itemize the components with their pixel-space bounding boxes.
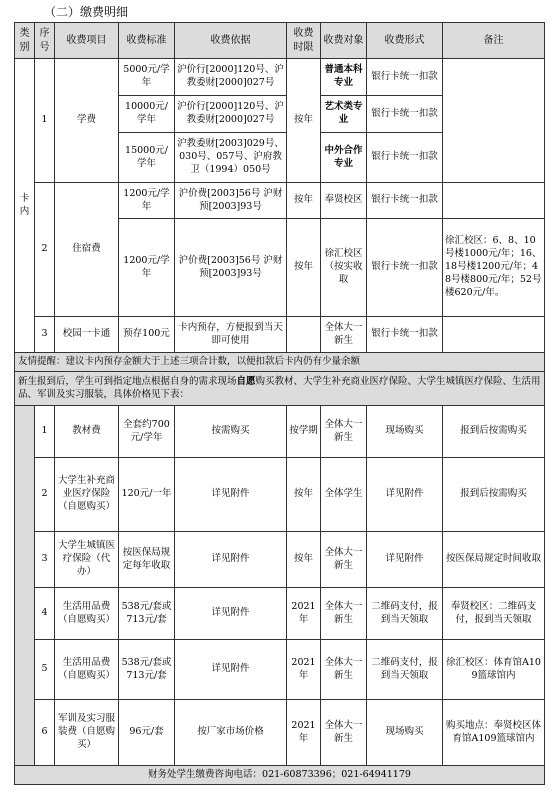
row-basis: 沪价费[2003]56号 沪财预[2003]93号 — [175, 183, 287, 219]
row-item: 校园一卡通 — [55, 317, 119, 353]
row-remark — [443, 183, 545, 219]
row-object: 中外合作专业 — [321, 133, 367, 183]
row-limit: 按年 — [287, 59, 321, 183]
row-object: 全体大一新生 — [321, 700, 367, 766]
header-no: 序号 — [35, 23, 55, 59]
row-basis: 按需购买 — [175, 406, 287, 458]
row-remark: 报到后按需购买 — [443, 458, 545, 532]
row-standard: 538元/套或713元/套 — [119, 640, 175, 700]
row-basis: 详见附件 — [175, 640, 287, 700]
row-item: 大学生补充商业医疗保险（自愿购买） — [55, 458, 119, 532]
row-no: 1 — [35, 59, 55, 183]
row-form: 二维码支付，报到当天领取 — [367, 588, 443, 640]
table-row — [15, 532, 545, 588]
row-limit: 按年 — [287, 183, 321, 219]
row-form: 现场购买 — [367, 406, 443, 458]
row-remark: 按医保局规定时间收取 — [443, 532, 545, 588]
tips-text: 购买教材、大学生补充商业医疗保险、大学生城镇医疗保险、生活用品、军训及实习服装，具体价格见下表： — [18, 375, 541, 400]
row-object: 全体大一新生 — [321, 532, 367, 588]
row-object: 普通本科专业 — [321, 59, 367, 96]
tips-text: 新生报到后，学生可到指定地点根据自身的需求现场 — [18, 375, 237, 387]
header-form: 收费形式 — [367, 23, 443, 59]
header-remark: 备注 — [443, 23, 545, 59]
row-object: 艺术类专业 — [321, 96, 367, 133]
footer-phone: 财务处学生缴费咨询电话：021-60873396；021-64941179 — [15, 766, 545, 785]
row-object: 全体大一新生 — [321, 317, 367, 353]
row-basis: 沪教委财[2003]029号、030号、057号、沪府教卫（1994）050号 — [175, 133, 287, 183]
row-limit: 2021年 — [287, 640, 321, 700]
row-item: 学费 — [55, 59, 119, 183]
row-form: 现场购买 — [367, 700, 443, 766]
row-no: 2 — [35, 458, 55, 532]
row-standard: 1200元/学年 — [119, 219, 175, 317]
row-no: 2 — [35, 183, 55, 317]
row-limit: 2021年 — [287, 700, 321, 766]
tips-row — [15, 372, 545, 406]
row-limit: 按学期 — [287, 406, 321, 458]
row-object: 全体大一新生 — [321, 640, 367, 700]
row-object: 奉贤校区 — [321, 183, 367, 219]
row-no: 3 — [35, 532, 55, 588]
row-basis: 详见附件 — [175, 532, 287, 588]
category-cell: 卡内 — [15, 59, 35, 353]
row-standard: 按医保局规定每年收取 — [119, 532, 175, 588]
row-standard: 120元/一年 — [119, 458, 175, 532]
row-standard: 10000元/学年 — [119, 96, 175, 133]
row-standard: 538元/套或713元/套 — [119, 588, 175, 640]
row-no: 4 — [35, 588, 55, 640]
row-form: 详见附件 — [367, 458, 443, 532]
footer-row — [15, 766, 545, 785]
table-row — [15, 458, 545, 532]
row-limit: 按年 — [287, 532, 321, 588]
tips-line-1: 友情提醒：建议卡内预存金额大于上述三项合计数，以便扣款后卡内仍有少量余额 — [15, 353, 545, 372]
row-object: 全体大一新生 — [321, 406, 367, 458]
fee-table — [14, 22, 545, 785]
header-category: 类别 — [15, 23, 35, 59]
row-item: 大学生城镇医疗保险（代办） — [55, 532, 119, 588]
row-form: 详见附件 — [367, 532, 443, 588]
header-row — [15, 23, 545, 59]
row-form: 二维码支付，报到当天领取 — [367, 640, 443, 700]
row-form: 银行卡统一扣款 — [367, 317, 443, 353]
header-standard: 收费标准 — [119, 23, 175, 59]
row-basis: 沪价费[2003]56号 沪财预[2003]93号 — [175, 219, 287, 317]
row-remark: 报到后按需购买 — [443, 406, 545, 458]
row-form: 银行卡统一扣款 — [367, 133, 443, 183]
table-row — [15, 406, 545, 458]
table-row — [15, 59, 545, 96]
row-standard: 15000元/学年 — [119, 133, 175, 183]
category-cell-outer — [15, 406, 35, 766]
header-object: 收费对象 — [321, 23, 367, 59]
row-item: 生活用品费（自愿购买） — [55, 588, 119, 640]
row-standard: 预存100元 — [119, 317, 175, 353]
tips-line-2 — [15, 372, 545, 406]
tips-bold-text: 自愿 — [236, 375, 256, 387]
row-form: 银行卡统一扣款 — [367, 183, 443, 219]
header-item: 收费项目 — [55, 23, 119, 59]
row-standard: 96元/套 — [119, 700, 175, 766]
row-basis: 详见附件 — [175, 458, 287, 532]
row-object: 全体学生 — [321, 458, 367, 532]
row-remark: 购买地点：奉贤校区体育馆A109篮球馆内 — [443, 700, 545, 766]
row-object: 徐汇校区（按实收取 — [321, 219, 367, 317]
row-basis: 沪价行[2000]120号、沪教委财[2000]027号 — [175, 96, 287, 133]
row-standard: 1200元/学年 — [119, 183, 175, 219]
row-remark: 徐汇校区：体育馆A109篮球馆内 — [443, 640, 545, 700]
row-limit: 按年 — [287, 458, 321, 532]
table-row — [15, 640, 545, 700]
table-row — [15, 588, 545, 640]
header-limit: 收费时限 — [287, 23, 321, 59]
row-limit: 2021年 — [287, 588, 321, 640]
table-row — [15, 700, 545, 766]
row-limit — [287, 317, 321, 353]
row-item: 军训及实习服装费（自愿购买） — [55, 700, 119, 766]
row-form: 银行卡统一扣款 — [367, 59, 443, 96]
row-standard: 5000元/学年 — [119, 59, 175, 96]
row-no: 6 — [35, 700, 55, 766]
row-no: 3 — [35, 317, 55, 353]
row-basis: 沪价行[2000]120号、沪教委财[2000]027号 — [175, 59, 287, 96]
row-basis: 按厂家市场价格 — [175, 700, 287, 766]
row-remark: 徐汇校区：6、8、10号楼1000元/年；16、18号楼1200元/年；48号楼800元/年；52号楼620元/年。 — [443, 219, 545, 317]
row-remark — [443, 59, 545, 183]
row-item: 教材费 — [55, 406, 119, 458]
row-item: 住宿费 — [55, 183, 119, 317]
row-no: 5 — [35, 640, 55, 700]
table-row — [15, 183, 545, 219]
tips-row — [15, 353, 545, 372]
header-basis: 收费依据 — [175, 23, 287, 59]
row-form: 银行卡统一扣款 — [367, 219, 443, 317]
row-basis: 详见附件 — [175, 588, 287, 640]
row-remark: 奉贤校区：二维码支付，报到当天领取 — [443, 588, 545, 640]
table-row — [15, 317, 545, 353]
row-form: 银行卡统一扣款 — [367, 96, 443, 133]
row-item: 生活用品费（自愿购买） — [55, 640, 119, 700]
row-basis: 卡内预存，方便报到当天即可使用 — [175, 317, 287, 353]
row-limit: 按年 — [287, 219, 321, 317]
row-standard: 全套约700元/学年 — [119, 406, 175, 458]
row-no: 1 — [35, 406, 55, 458]
row-object: 全体大一新生 — [321, 588, 367, 640]
row-remark — [443, 317, 545, 353]
section-title: （二）缴费明细 — [44, 5, 129, 19]
